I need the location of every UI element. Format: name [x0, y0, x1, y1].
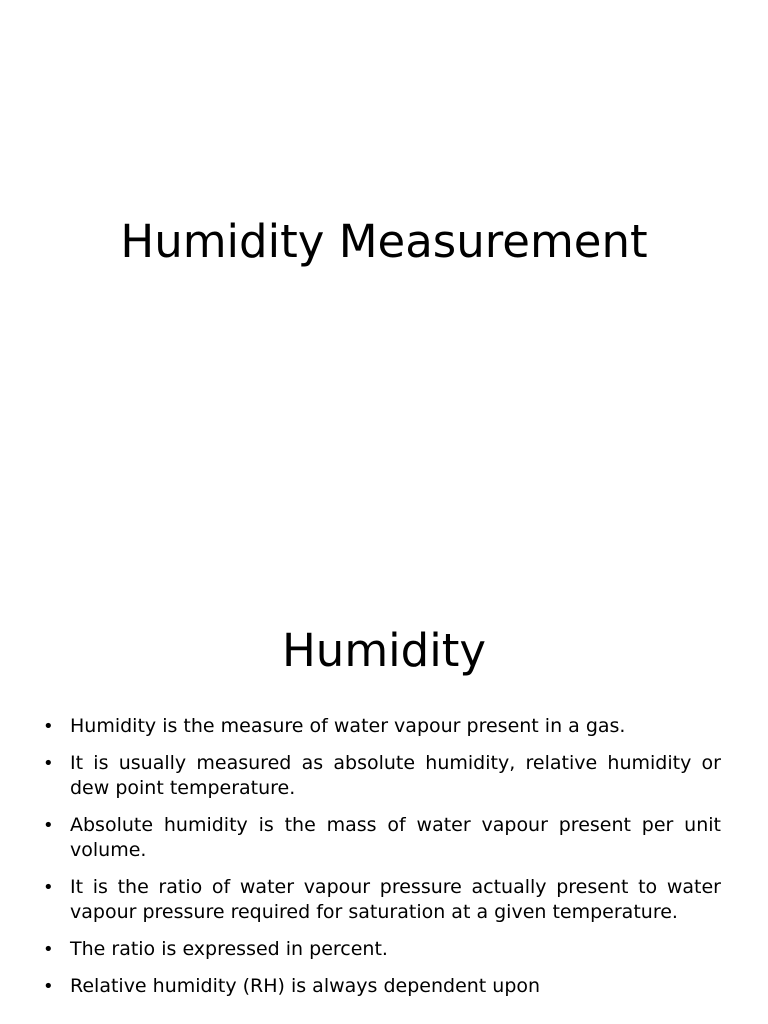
bullet-text: Humidity is the measure of water vapour present in a gas. — [70, 715, 626, 737]
bullet-text: Absolute humidity is the mass of water vapour present per unit volume. — [70, 814, 721, 861]
bullet-text: It is usually measured as absolute humidity, relative humidity or dew point temperature. — [70, 752, 721, 799]
list-item — [0, 813, 768, 863]
list-item — [0, 714, 768, 739]
list-item — [0, 875, 768, 925]
bullet-marker: • — [43, 753, 54, 774]
bullet-marker: • — [43, 716, 54, 737]
bullet-list — [0, 714, 768, 1011]
bullet-marker: • — [43, 815, 54, 836]
bullet-marker: • — [43, 877, 54, 898]
slide-heading: Humidity — [281, 624, 487, 677]
presentation-title: Humidity Measurement — [120, 215, 648, 268]
bullet-text: Relative humidity (RH) is always dependent upon — [70, 975, 541, 997]
list-item — [0, 937, 768, 962]
bullet-marker: • — [43, 976, 54, 997]
bullet-marker: • — [43, 939, 54, 960]
bullet-text: The ratio is expressed in percent. — [70, 938, 388, 960]
list-item — [0, 751, 768, 801]
bullet-text: It is the ratio of water vapour pressure actually present to water vapour pressure required for saturation at a given temperature. — [70, 876, 721, 923]
list-item — [0, 974, 768, 999]
content-slide — [0, 576, 768, 1024]
